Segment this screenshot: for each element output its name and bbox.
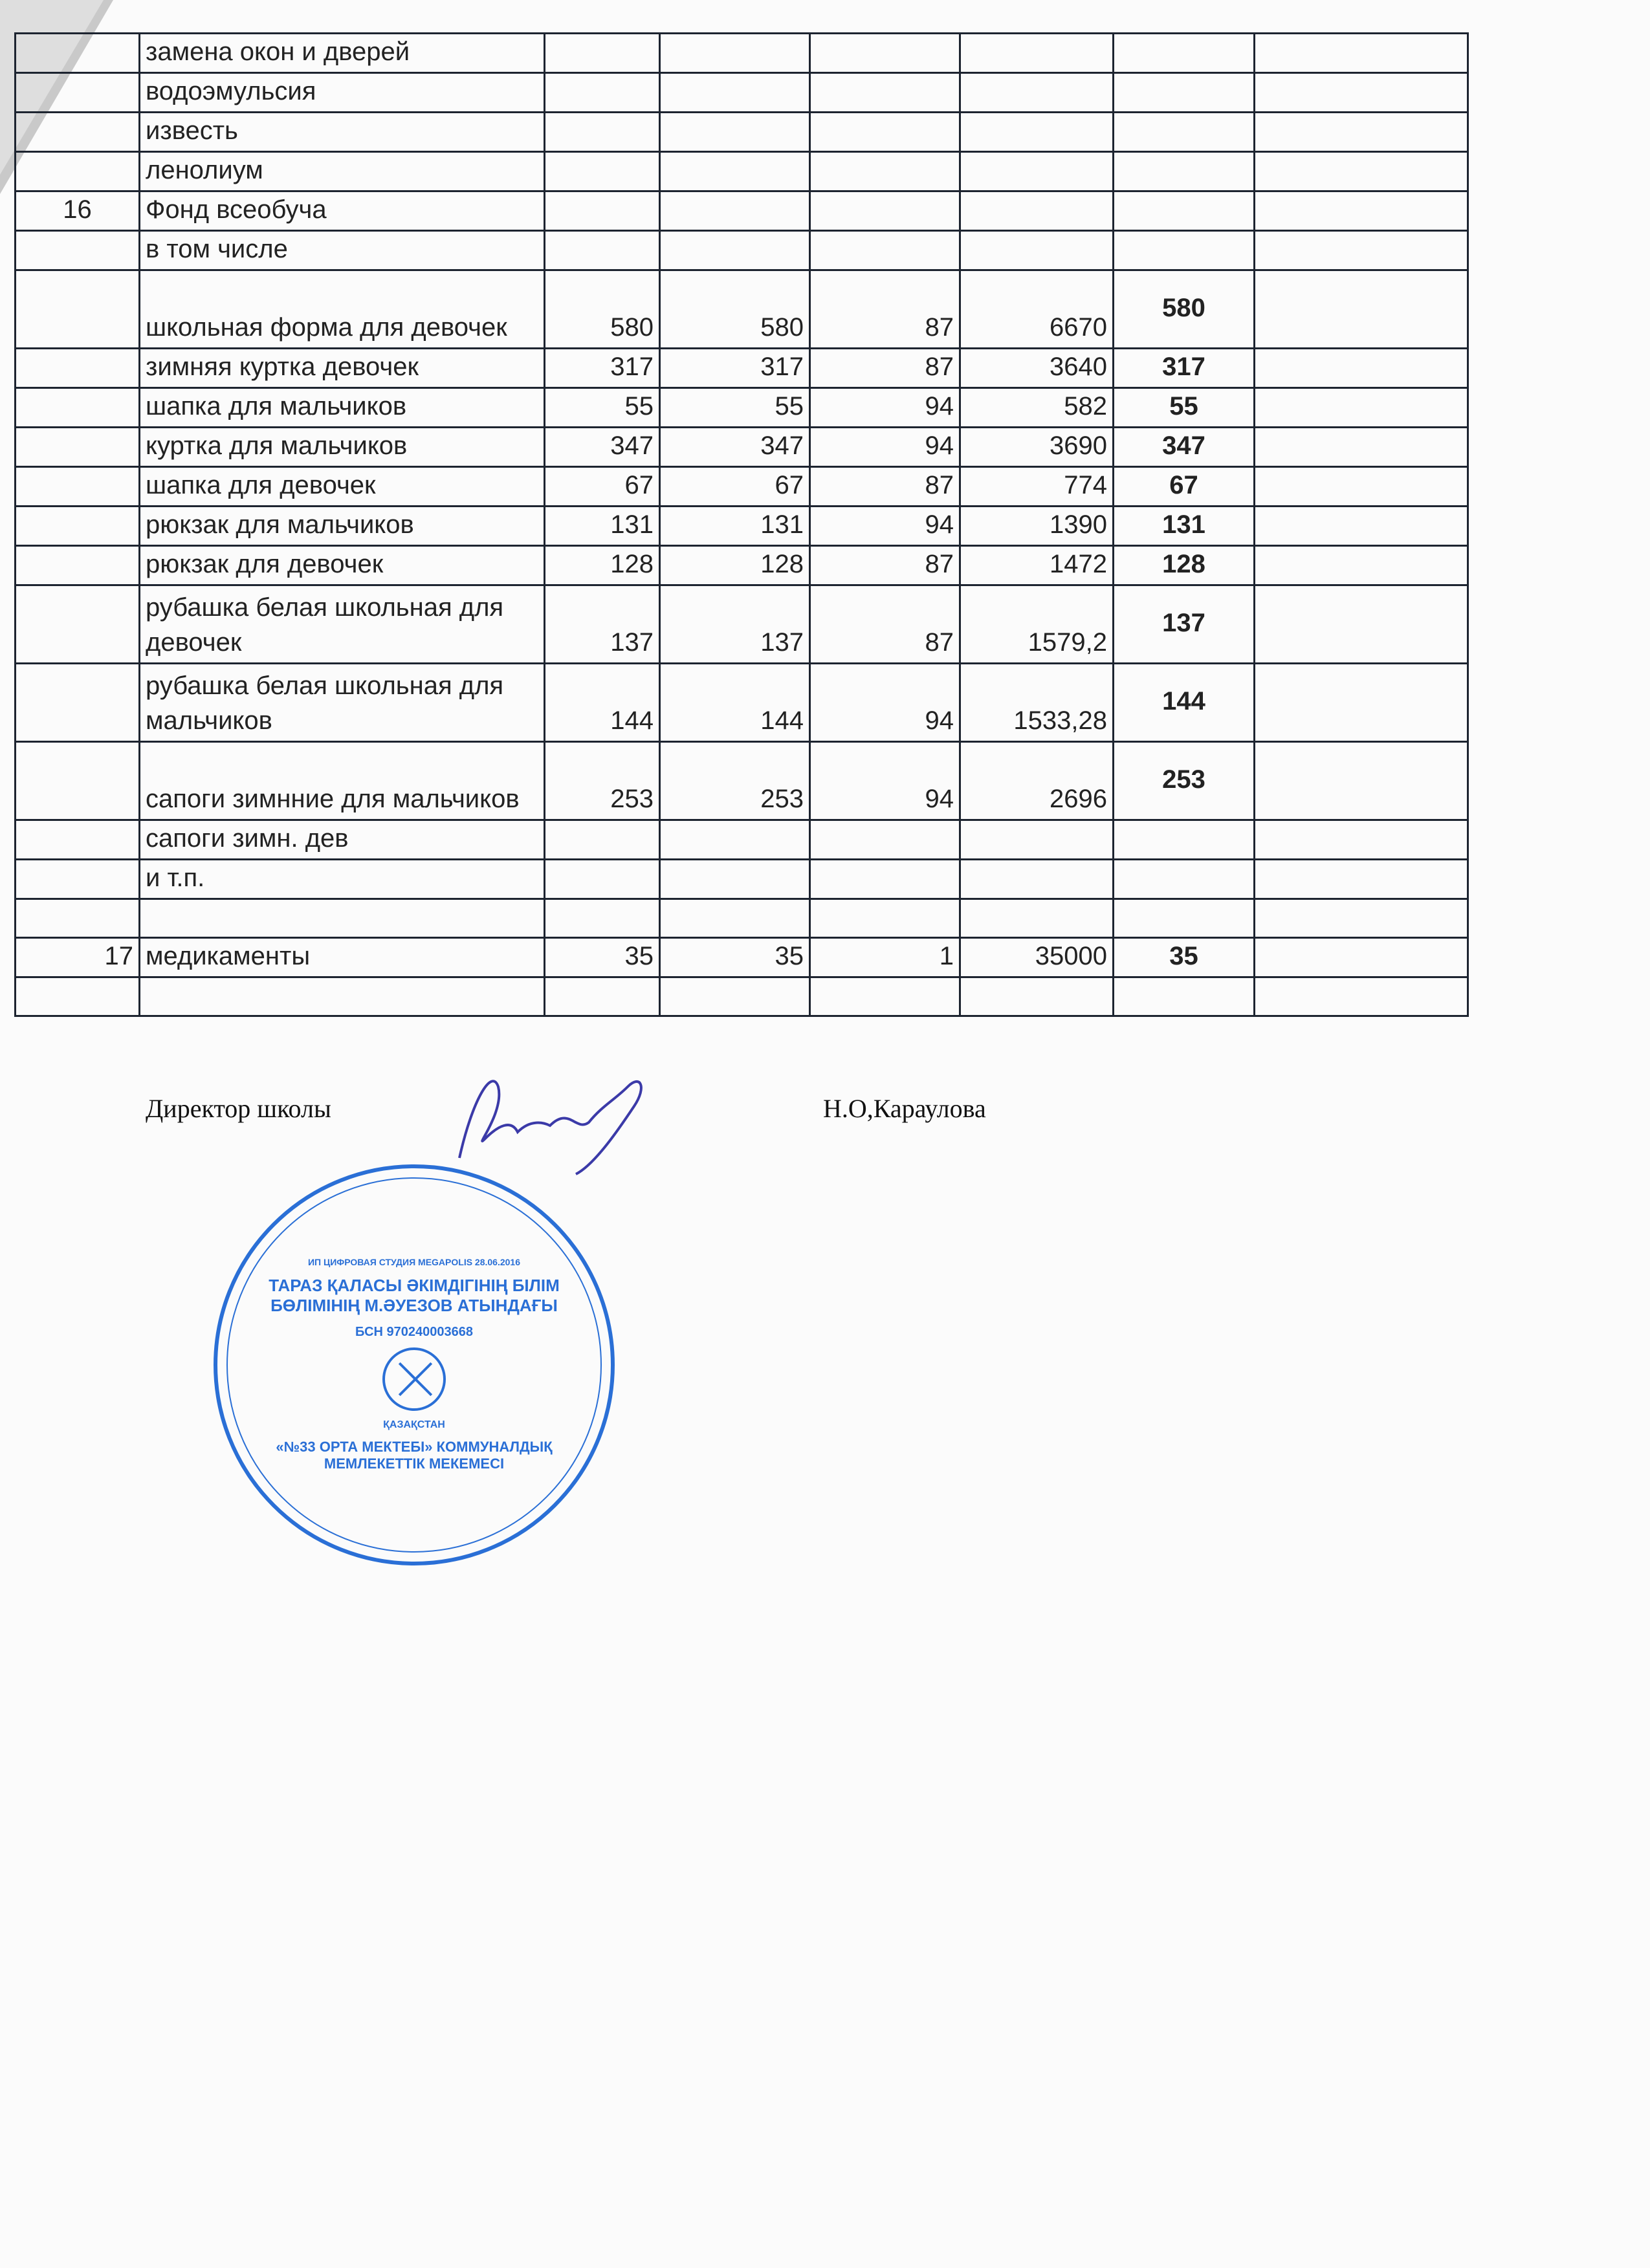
value-col5: 317 — [1114, 349, 1255, 388]
value-col4: 1390 — [960, 507, 1114, 546]
row-number — [16, 388, 140, 428]
item-name: зимняя куртка девочек — [140, 349, 545, 388]
table-row — [16, 270, 1468, 349]
value-col5 — [1114, 73, 1255, 113]
value-col3: 94 — [810, 507, 960, 546]
value-col2 — [660, 73, 810, 113]
value-col5: 67 — [1114, 467, 1255, 507]
row-number — [16, 113, 140, 152]
value-col2: 347 — [660, 428, 810, 467]
value-col1 — [545, 113, 660, 152]
value-col1 — [545, 977, 660, 1016]
table-row — [16, 546, 1468, 585]
value-col3: 94 — [810, 428, 960, 467]
item-name: шапка для мальчиков — [140, 388, 545, 428]
value-col5: 253 — [1114, 742, 1255, 820]
value-col1: 347 — [545, 428, 660, 467]
value-col5 — [1114, 152, 1255, 191]
value-col2 — [660, 152, 810, 191]
empty-cell — [1255, 113, 1468, 152]
value-col3: 1 — [810, 938, 960, 977]
value-col5 — [1114, 899, 1255, 938]
value-col5 — [1114, 977, 1255, 1016]
row-number — [16, 152, 140, 191]
value-col2: 253 — [660, 742, 810, 820]
value-col1 — [545, 231, 660, 270]
row-number — [16, 428, 140, 467]
item-name: замена окон и дверей — [140, 34, 545, 73]
value-col3 — [810, 977, 960, 1016]
table-row — [16, 585, 1468, 664]
value-col1: 137 — [545, 585, 660, 664]
empty-cell — [1255, 860, 1468, 899]
row-number — [16, 585, 140, 664]
table-row — [16, 899, 1468, 938]
empty-cell — [1255, 507, 1468, 546]
empty-cell — [1255, 191, 1468, 231]
value-col1 — [545, 34, 660, 73]
value-col2: 55 — [660, 388, 810, 428]
table-row — [16, 820, 1468, 860]
table-row — [16, 231, 1468, 270]
row-number — [16, 546, 140, 585]
value-col3: 87 — [810, 467, 960, 507]
value-col2 — [660, 113, 810, 152]
handwritten-signature — [446, 1061, 679, 1177]
table-row — [16, 938, 1468, 977]
value-col3: 87 — [810, 270, 960, 349]
official-stamp — [214, 1164, 615, 1565]
value-col1: 580 — [545, 270, 660, 349]
value-col5: 347 — [1114, 428, 1255, 467]
table-row — [16, 152, 1468, 191]
empty-cell — [1255, 585, 1468, 664]
value-col2: 137 — [660, 585, 810, 664]
value-col4 — [960, 977, 1114, 1016]
value-col4 — [960, 820, 1114, 860]
empty-cell — [1255, 546, 1468, 585]
value-col4: 2696 — [960, 742, 1114, 820]
value-col4: 6670 — [960, 270, 1114, 349]
row-number — [16, 507, 140, 546]
empty-cell — [1255, 152, 1468, 191]
value-col1 — [545, 191, 660, 231]
value-col3 — [810, 860, 960, 899]
value-col5: 580 — [1114, 270, 1255, 349]
value-col2 — [660, 34, 810, 73]
value-col2: 67 — [660, 467, 810, 507]
empty-cell — [1255, 73, 1468, 113]
table-row — [16, 507, 1468, 546]
empty-cell — [1255, 231, 1468, 270]
table-row — [16, 388, 1468, 428]
table-row — [16, 73, 1468, 113]
value-col1 — [545, 820, 660, 860]
value-col4: 1472 — [960, 546, 1114, 585]
value-col1 — [545, 899, 660, 938]
row-number — [16, 664, 140, 742]
table-row — [16, 977, 1468, 1016]
table-row — [16, 467, 1468, 507]
table-row — [16, 664, 1468, 742]
value-col4 — [960, 191, 1114, 231]
empty-cell — [1255, 467, 1468, 507]
value-col5: 128 — [1114, 546, 1255, 585]
value-col1: 35 — [545, 938, 660, 977]
value-col2 — [660, 860, 810, 899]
items-table — [14, 32, 1469, 1017]
table-row — [16, 349, 1468, 388]
value-col4: 3640 — [960, 349, 1114, 388]
value-col4: 582 — [960, 388, 1114, 428]
stamp-emblem-label: ҚАЗАҚСТАН — [383, 1419, 445, 1430]
empty-cell — [1255, 270, 1468, 349]
stamp-inner-text: «№33 ОРТА МЕКТЕБІ» КОММУНАЛДЫҚ МЕМЛЕКЕТТІК МЕКЕМЕСІ — [276, 1438, 553, 1472]
value-col4 — [960, 34, 1114, 73]
stamp-outer-text: ТАРАЗ ҚАЛАСЫ ӘКІМДІГІНІҢ БІЛІМ БӨЛІМІНІҢ М.ӘУЕЗОВ АТЫНДАҒЫ — [269, 1276, 560, 1316]
stamp-ring-text: ИП ЦИФРОВАЯ СТУДИЯ MEGAPOLIS 28.06.2016 — [307, 1257, 521, 1268]
empty-cell — [1255, 428, 1468, 467]
value-col3 — [810, 34, 960, 73]
value-col3: 94 — [810, 664, 960, 742]
value-col4 — [960, 152, 1114, 191]
value-col3 — [810, 73, 960, 113]
value-col3 — [810, 899, 960, 938]
row-number — [16, 467, 140, 507]
value-col4: 35000 — [960, 938, 1114, 977]
empty-cell — [1255, 34, 1468, 73]
value-col4 — [960, 231, 1114, 270]
empty-cell — [1255, 742, 1468, 820]
value-col2 — [660, 899, 810, 938]
empty-cell — [1255, 664, 1468, 742]
value-col1 — [545, 73, 660, 113]
value-col1: 55 — [545, 388, 660, 428]
value-col1: 253 — [545, 742, 660, 820]
item-name — [140, 899, 545, 938]
empty-cell — [1255, 938, 1468, 977]
value-col4 — [960, 860, 1114, 899]
value-col2: 144 — [660, 664, 810, 742]
value-col2 — [660, 977, 810, 1016]
value-col1: 67 — [545, 467, 660, 507]
table-row — [16, 742, 1468, 820]
row-number — [16, 270, 140, 349]
value-col1: 128 — [545, 546, 660, 585]
value-col5 — [1114, 113, 1255, 152]
value-col4: 1533,28 — [960, 664, 1114, 742]
value-col5 — [1114, 860, 1255, 899]
value-col3 — [810, 113, 960, 152]
row-number: 16 — [16, 191, 140, 231]
value-col5: 55 — [1114, 388, 1255, 428]
item-name — [140, 977, 545, 1016]
item-name: рюкзак для мальчиков — [140, 507, 545, 546]
value-col5 — [1114, 231, 1255, 270]
table-row — [16, 428, 1468, 467]
row-number — [16, 860, 140, 899]
item-name: рубашка белая школьная для мальчиков — [140, 664, 545, 742]
value-col5 — [1114, 34, 1255, 73]
item-name: Фонд всеобуча — [140, 191, 545, 231]
value-col3 — [810, 152, 960, 191]
item-name: сапоги зимнние для мальчиков — [140, 742, 545, 820]
row-number — [16, 231, 140, 270]
value-col3 — [810, 191, 960, 231]
value-col2: 35 — [660, 938, 810, 977]
signatory-name: Н.О,Караулова — [823, 1094, 986, 1123]
value-col2 — [660, 191, 810, 231]
table-row — [16, 860, 1468, 899]
item-name: школьная форма для девочек — [140, 270, 545, 349]
empty-cell — [1255, 388, 1468, 428]
value-col5: 144 — [1114, 664, 1255, 742]
value-col5 — [1114, 820, 1255, 860]
value-col4: 774 — [960, 467, 1114, 507]
empty-cell — [1255, 349, 1468, 388]
row-number: 17 — [16, 938, 140, 977]
table-row — [16, 34, 1468, 73]
value-col3: 87 — [810, 585, 960, 664]
value-col1 — [545, 152, 660, 191]
row-number — [16, 73, 140, 113]
value-col4 — [960, 113, 1114, 152]
value-col2 — [660, 231, 810, 270]
value-col2: 580 — [660, 270, 810, 349]
emblem-icon — [382, 1347, 446, 1411]
value-col5: 131 — [1114, 507, 1255, 546]
row-number — [16, 34, 140, 73]
table-row — [16, 191, 1468, 231]
item-name: рубашка белая школьная для девочек — [140, 585, 545, 664]
value-col2: 128 — [660, 546, 810, 585]
table-row — [16, 113, 1468, 152]
row-number — [16, 742, 140, 820]
item-name: шапка для девочек — [140, 467, 545, 507]
row-number — [16, 977, 140, 1016]
value-col1: 131 — [545, 507, 660, 546]
item-name: и т.п. — [140, 860, 545, 899]
value-col1: 317 — [545, 349, 660, 388]
value-col3 — [810, 820, 960, 860]
item-name: водоэмульсия — [140, 73, 545, 113]
item-name: известь — [140, 113, 545, 152]
empty-cell — [1255, 977, 1468, 1016]
row-number — [16, 349, 140, 388]
item-name: в том числе — [140, 231, 545, 270]
stamp-bin: БСН 970240003668 — [355, 1324, 474, 1339]
value-col2: 131 — [660, 507, 810, 546]
value-col3: 94 — [810, 388, 960, 428]
signatory-position: Директор школы — [146, 1094, 331, 1123]
empty-cell — [1255, 899, 1468, 938]
value-col4: 1579,2 — [960, 585, 1114, 664]
value-col1 — [545, 860, 660, 899]
value-col2: 317 — [660, 349, 810, 388]
value-col5: 35 — [1114, 938, 1255, 977]
empty-cell — [1255, 820, 1468, 860]
item-name: медикаменты — [140, 938, 545, 977]
value-col3 — [810, 231, 960, 270]
row-number — [16, 820, 140, 860]
value-col5: 137 — [1114, 585, 1255, 664]
value-col2 — [660, 820, 810, 860]
value-col3: 94 — [810, 742, 960, 820]
item-name: ленолиум — [140, 152, 545, 191]
value-col3: 87 — [810, 546, 960, 585]
item-name: куртка для мальчиков — [140, 428, 545, 467]
item-name: сапоги зимн. дев — [140, 820, 545, 860]
value-col3: 87 — [810, 349, 960, 388]
row-number — [16, 899, 140, 938]
value-col5 — [1114, 191, 1255, 231]
item-name: рюкзак для девочек — [140, 546, 545, 585]
value-col4 — [960, 73, 1114, 113]
value-col4 — [960, 899, 1114, 938]
value-col1: 144 — [545, 664, 660, 742]
value-col4: 3690 — [960, 428, 1114, 467]
